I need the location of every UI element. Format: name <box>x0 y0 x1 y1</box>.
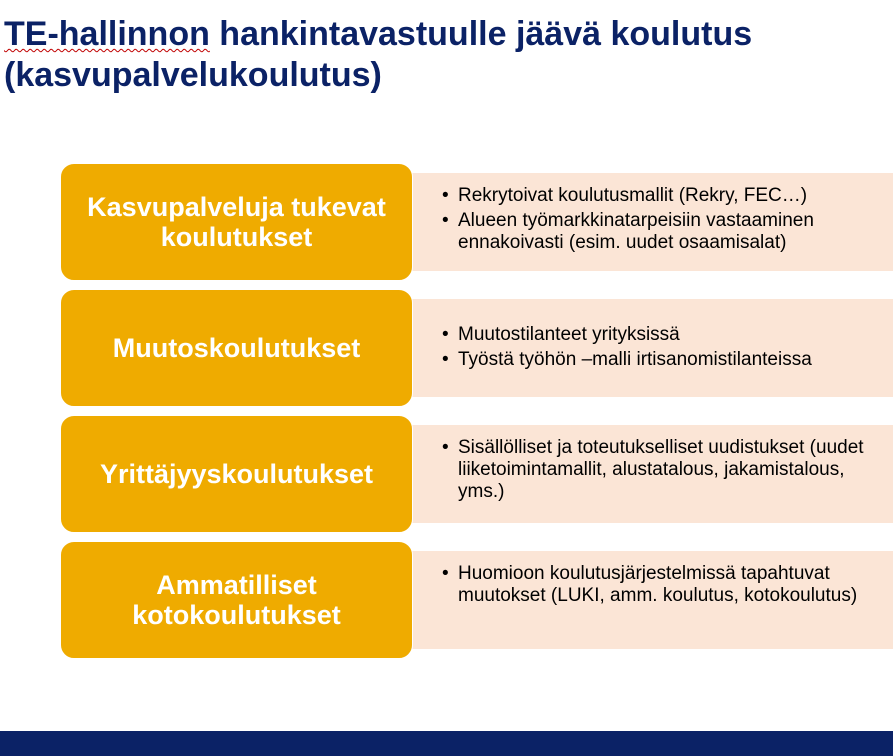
bullet-text: Muutostilanteet yrityksissä <box>458 324 680 345</box>
detail-panel <box>410 173 893 271</box>
training-category-label: Kasvupalveluja tukevat koulutukset <box>60 163 413 281</box>
bullet-text: Rekrytoivat koulutusmallit (Rekry, FEC…) <box>458 185 808 206</box>
bullet-dot-icon: • <box>442 185 449 206</box>
bullet-dot-icon: • <box>442 324 449 345</box>
bullet-list <box>442 563 879 610</box>
bullet-dot-icon: • <box>442 437 449 458</box>
training-row-muutos <box>0 289 893 407</box>
bullet-dot-icon: • <box>442 349 449 370</box>
bullet-item <box>442 437 879 503</box>
training-row-koto <box>0 541 893 659</box>
bullet-item <box>442 324 879 346</box>
detail-panel <box>410 551 893 649</box>
bullet-list <box>442 185 879 257</box>
bullet-item <box>442 563 879 607</box>
bullet-text: Työstä työhön –malli irtisanomistilanteissa <box>458 349 812 370</box>
bullet-dot-icon: • <box>442 210 449 231</box>
training-row-yrittajyys <box>0 415 893 533</box>
detail-panel <box>410 299 893 397</box>
bullet-item <box>442 349 879 371</box>
bullet-item <box>442 210 879 254</box>
training-row-kasvupalvelu <box>0 163 893 281</box>
slide-title-line-1: TE-hallinnon hankintavastuulle jäävä koulutus <box>4 15 753 53</box>
slide-title <box>4 14 884 96</box>
bullet-text: Sisällölliset ja toteutukselliset uudistukset (uudet liiketoimintamallit, alustatalous, jakamistalous, yms.) <box>458 437 864 502</box>
training-category-label: Ammatilliset kotokoulutukset <box>60 541 413 659</box>
training-category-label: Yrittäjyyskoulutukset <box>60 415 413 533</box>
footer-bar <box>0 731 893 756</box>
bullet-list <box>442 324 879 374</box>
slide-title-line-2: (kasvupalvelukoulutus) <box>4 56 382 94</box>
bullet-list <box>442 437 879 506</box>
detail-panel <box>410 425 893 523</box>
bullet-text: Huomioon koulutusjärjestelmissä tapahtuvat muutokset (LUKI, amm. koulutus, kotokoulutus) <box>458 563 858 606</box>
bullet-item <box>442 185 879 207</box>
bullet-dot-icon: • <box>442 563 449 584</box>
bullet-text: Alueen työmarkkinatarpeisiin vastaaminen ennakoivasti (esim. uudet osaamisalat) <box>458 210 814 253</box>
training-category-label: Muutoskoulutukset <box>60 289 413 407</box>
